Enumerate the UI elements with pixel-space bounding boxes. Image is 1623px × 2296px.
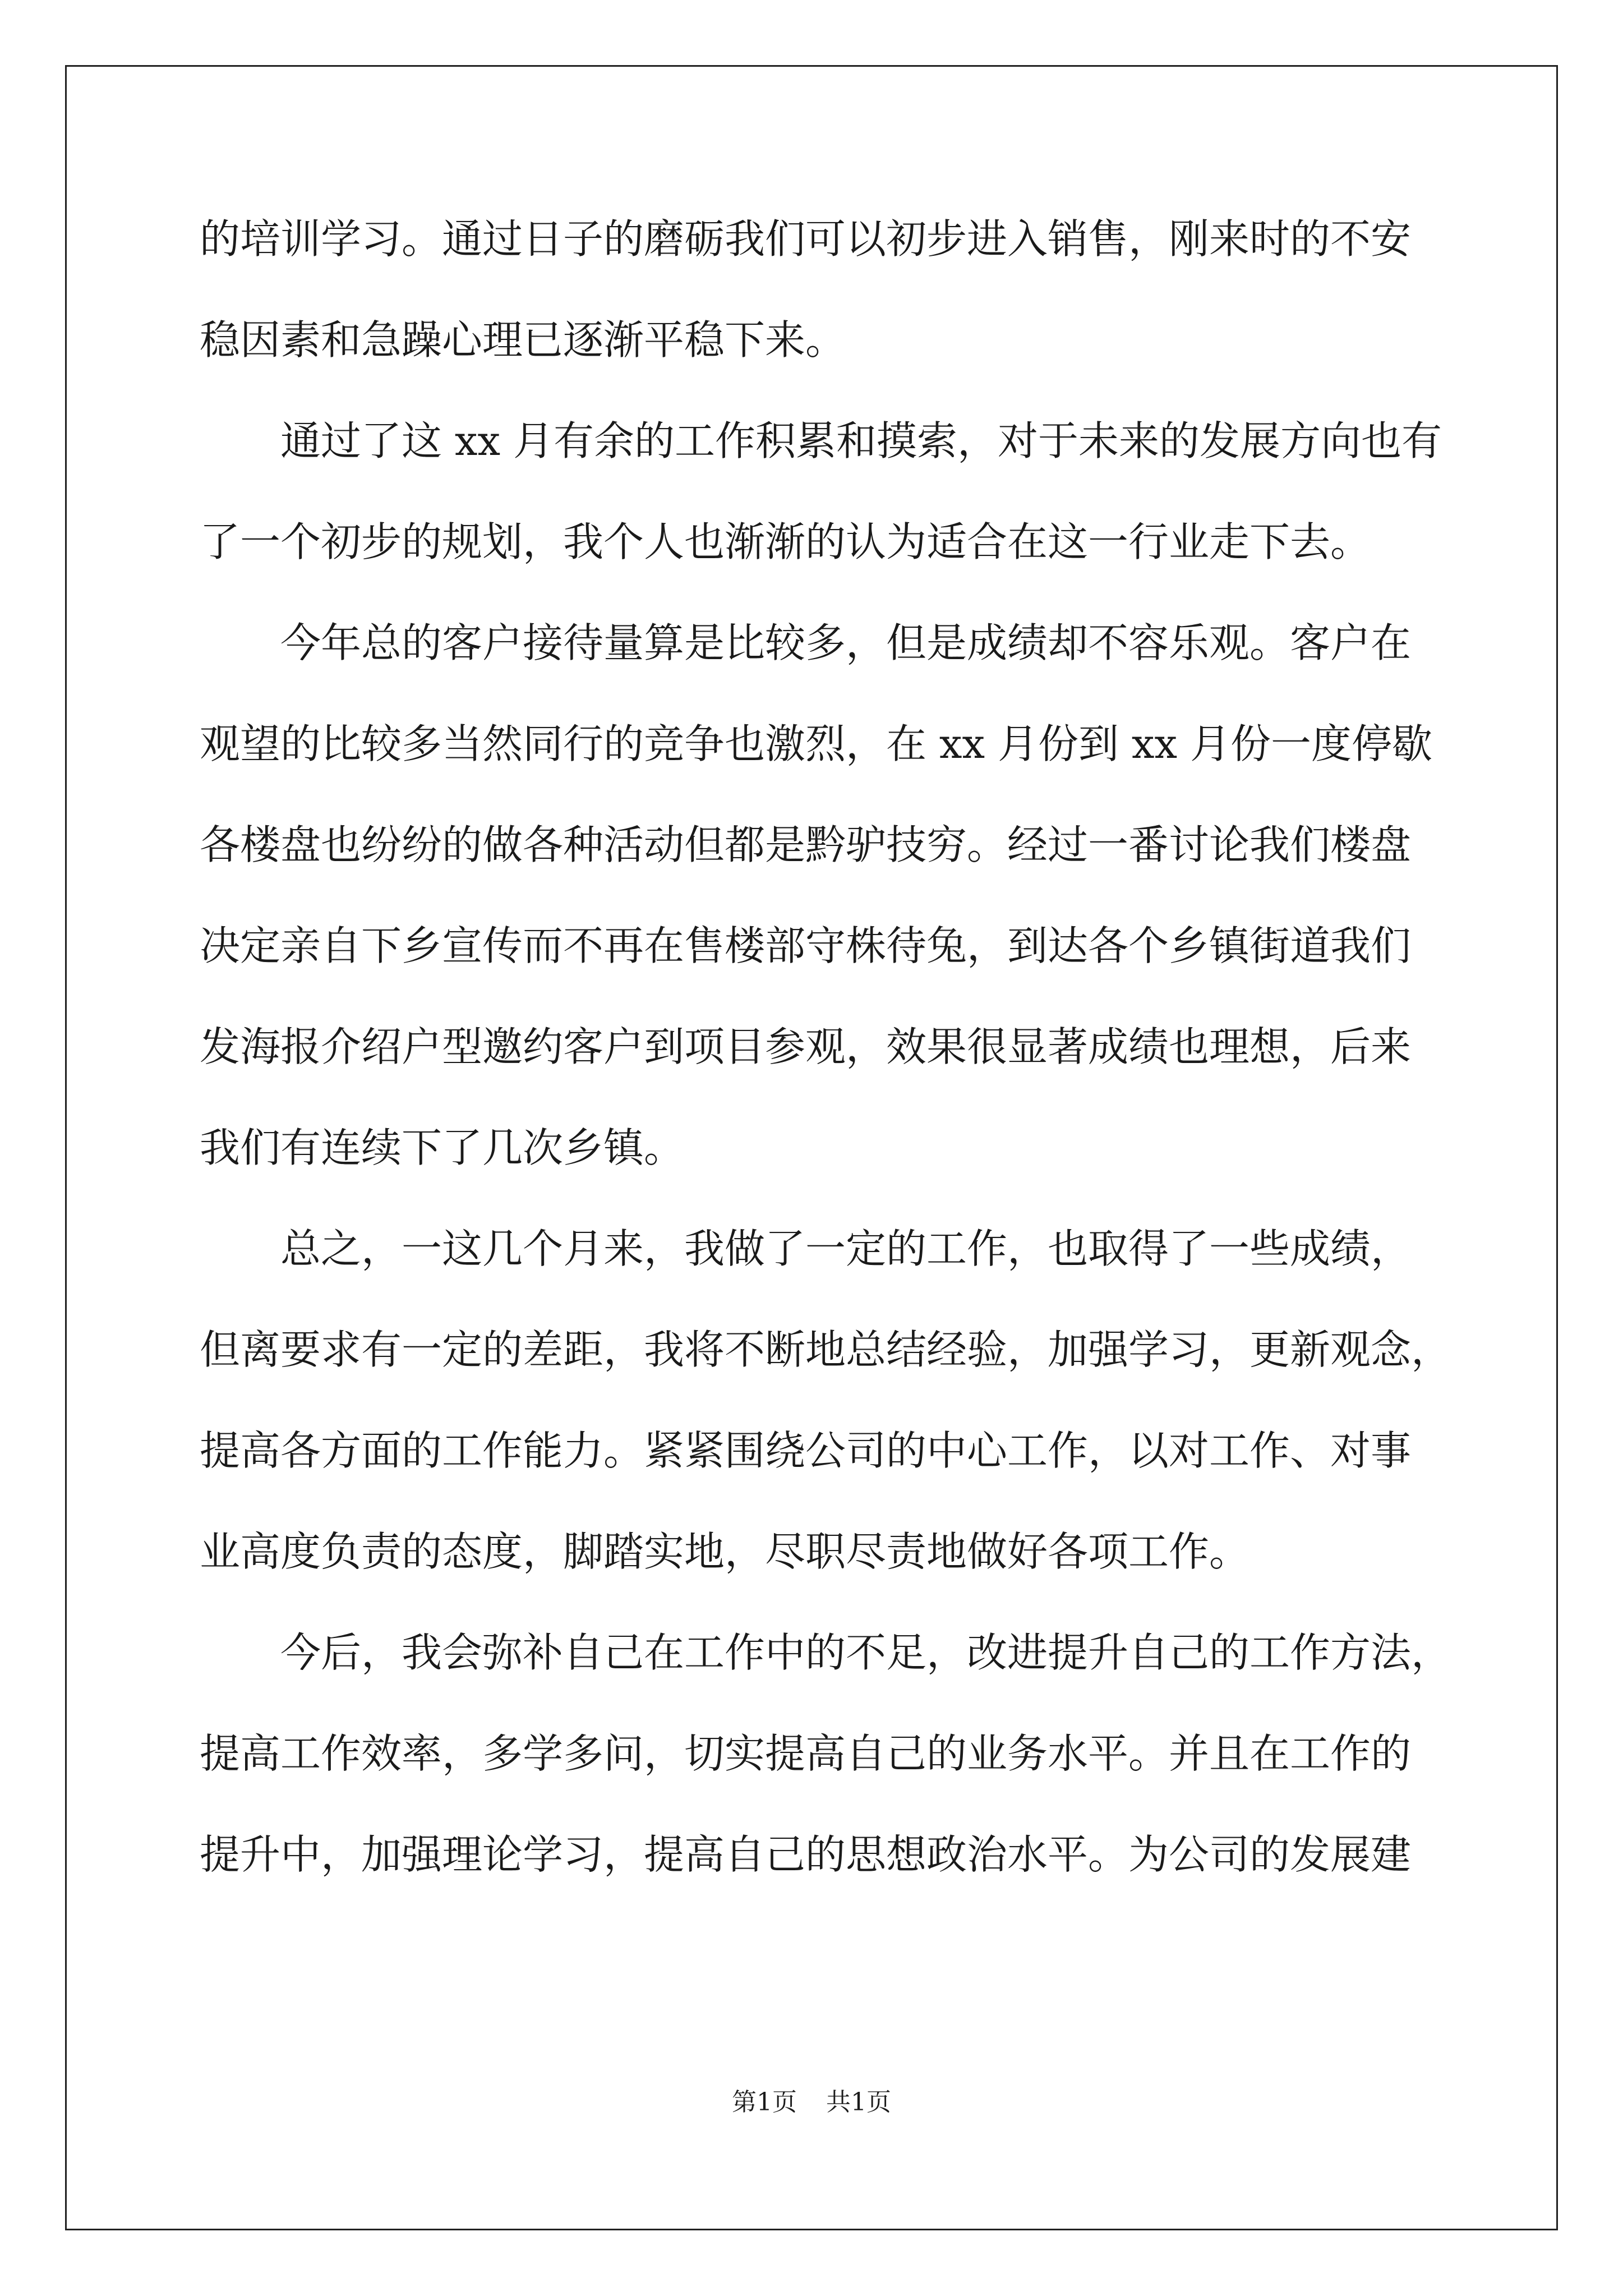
text-line: 但离要求有一定的差距，我将不断地总结经验，加强学习，更新观念， [200,1326,1452,1373]
text-line: 今后，我会弥补自己在工作中的不足，改进提升自己的工作方法， [280,1629,1452,1676]
text-line: 的培训学习。通过日子的磨砺我们可以初步进入销售，刚来时的不安 [200,215,1412,263]
text-line: 提高各方面的工作能力。紧紧围绕公司的中心工作，以对工作、对事 [200,1427,1412,1474]
text-line: 通过了这 xx 月有余的工作积累和摸索，对于未来的发展方向也有 [280,417,1442,464]
text-line: 发海报介绍户型邀约客户到项目参观，效果很显著成绩也理想，后来 [200,1023,1412,1070]
text-line: 总之，一这几个月来，我做了一定的工作，也取得了一些成绩， [280,1225,1412,1272]
text-line: 提升中，加强理论学习，提高自己的思想政治水平。为公司的发展建 [200,1831,1412,1878]
document-body [200,213,1456,1930]
text-line: 各楼盘也纷纷的做各种活动但都是黔驴技穷。经过一番讨论我们楼盘 [200,821,1412,868]
text-line: 提高工作效率，多学多问，切实提高自己的业务水平。并且在工作的 [200,1730,1412,1777]
text-line: 业高度负责的态度，脚踏实地，尽职尽责地做好各项工作。 [200,1528,1250,1575]
text-line: 稳因素和急躁心理已逐渐平稳下来。 [200,316,846,364]
text-line: 我们有连续下了几次乡镇。 [200,1124,685,1171]
text-line: 了一个初步的规划，我个人也渐渐的认为适合在这一行业走下去。 [200,518,1371,565]
text-line: 今年总的客户接待量算是比较多，但是成绩却不容乐观。客户在 [280,619,1412,666]
page-footer [0,2087,1623,2118]
text-line: 决定亲自下乡宣传而不再在售楼部守株待兔，到达各个乡镇街道我们 [200,922,1412,969]
page-number-total: 共1页 [826,2088,891,2116]
text-line: 观望的比较多当然同行的竞争也激烈，在 xx 月份到 xx 月份一度停歇 [200,720,1432,767]
page-number-current: 第1页 [732,2088,797,2116]
